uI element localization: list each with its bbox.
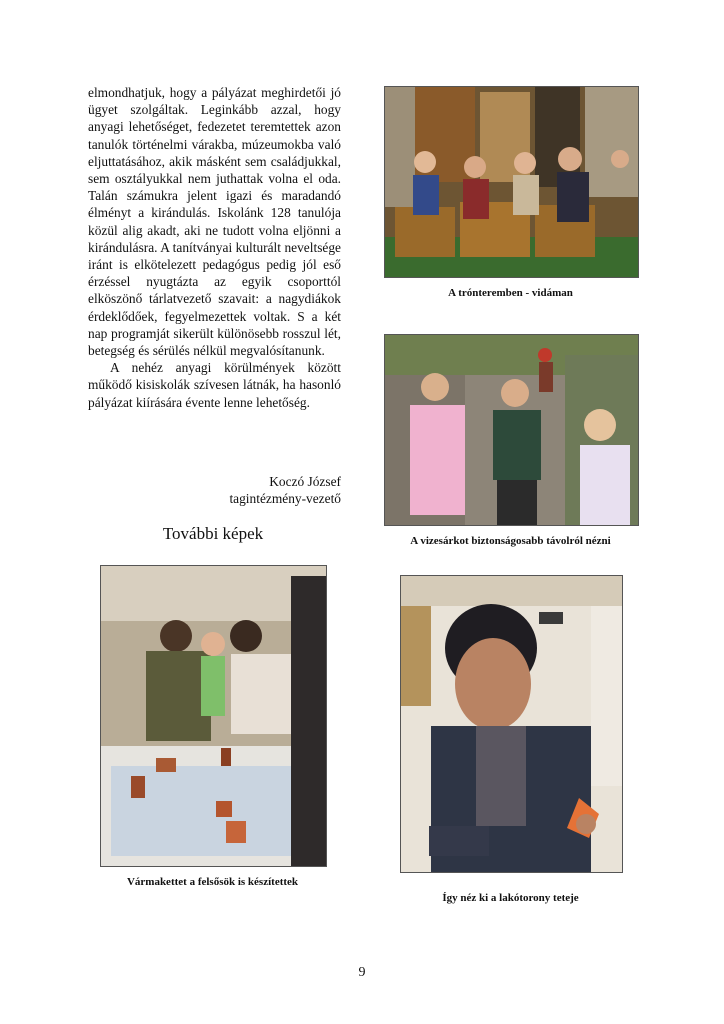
photo-throne-room — [384, 86, 639, 278]
page-number: 9 — [358, 965, 366, 980]
photo-throne-room-image — [385, 87, 638, 277]
photo-caption-2: A vizesárkot biztonságosabb távolról nézni — [410, 535, 611, 547]
photo-castle-model-image — [101, 566, 326, 866]
author-name: Koczó József — [269, 474, 341, 489]
photo-moat-path — [384, 334, 639, 526]
article-paragraph-1: elmondhatjuk, hogy a pályázat meghirdetői jó ügyet szolgáltak. Leginkább azzal, hogy anyagi lehetőséget, fedezetet teremtettek azon tanulók történelmi várakba, múzeumokba való eljuttatásához, akik másként sem családjukkal, sem osztályukkal nem juthattak volna el oda. Talán számukra jelent igazi és maradandó élményt a kirándulás. Iskolánk 128 tanulója közül alig akadt, aki ne tudott volna eljönni a kirándulásra. A tanítványai kulturált neveltsége iránt is elkötelezett pedagógus pedig jól eső érzéssel nyugtázta az egyik csoporttól elköszönő tárlatvezető szavait: a nagydiákok érdeklődőek, fegyelmezettek voltak. S a két nap programját sikerült különösebb rosszul lét, betegség és sérülés nélkül megvalósítanunk. — [88, 85, 341, 359]
photo-castle-model — [100, 565, 327, 867]
article-paragraph-2: A nehéz anyagi körülmények között működő kisiskolák szívesen látnák, ha hasonló pályázat kiírására évente lenne lehetőség. — [88, 360, 341, 410]
photo-caption-3: Vármakettet a felsősök is készítettek — [126, 876, 299, 888]
signature — [150, 473, 341, 507]
photo-boy-tower-roof — [400, 575, 623, 873]
article-text — [88, 84, 341, 411]
photo-caption-4: Így néz ki a lakótorony teteje — [442, 892, 579, 904]
author-role: tagintézmény-vezető — [229, 491, 341, 507]
photo-moat-path-image — [385, 335, 638, 525]
photo-caption-1: A trónteremben - vidáman — [448, 287, 573, 299]
section-title: További képek — [162, 524, 264, 543]
photo-boy-tower-roof-image — [401, 576, 622, 872]
